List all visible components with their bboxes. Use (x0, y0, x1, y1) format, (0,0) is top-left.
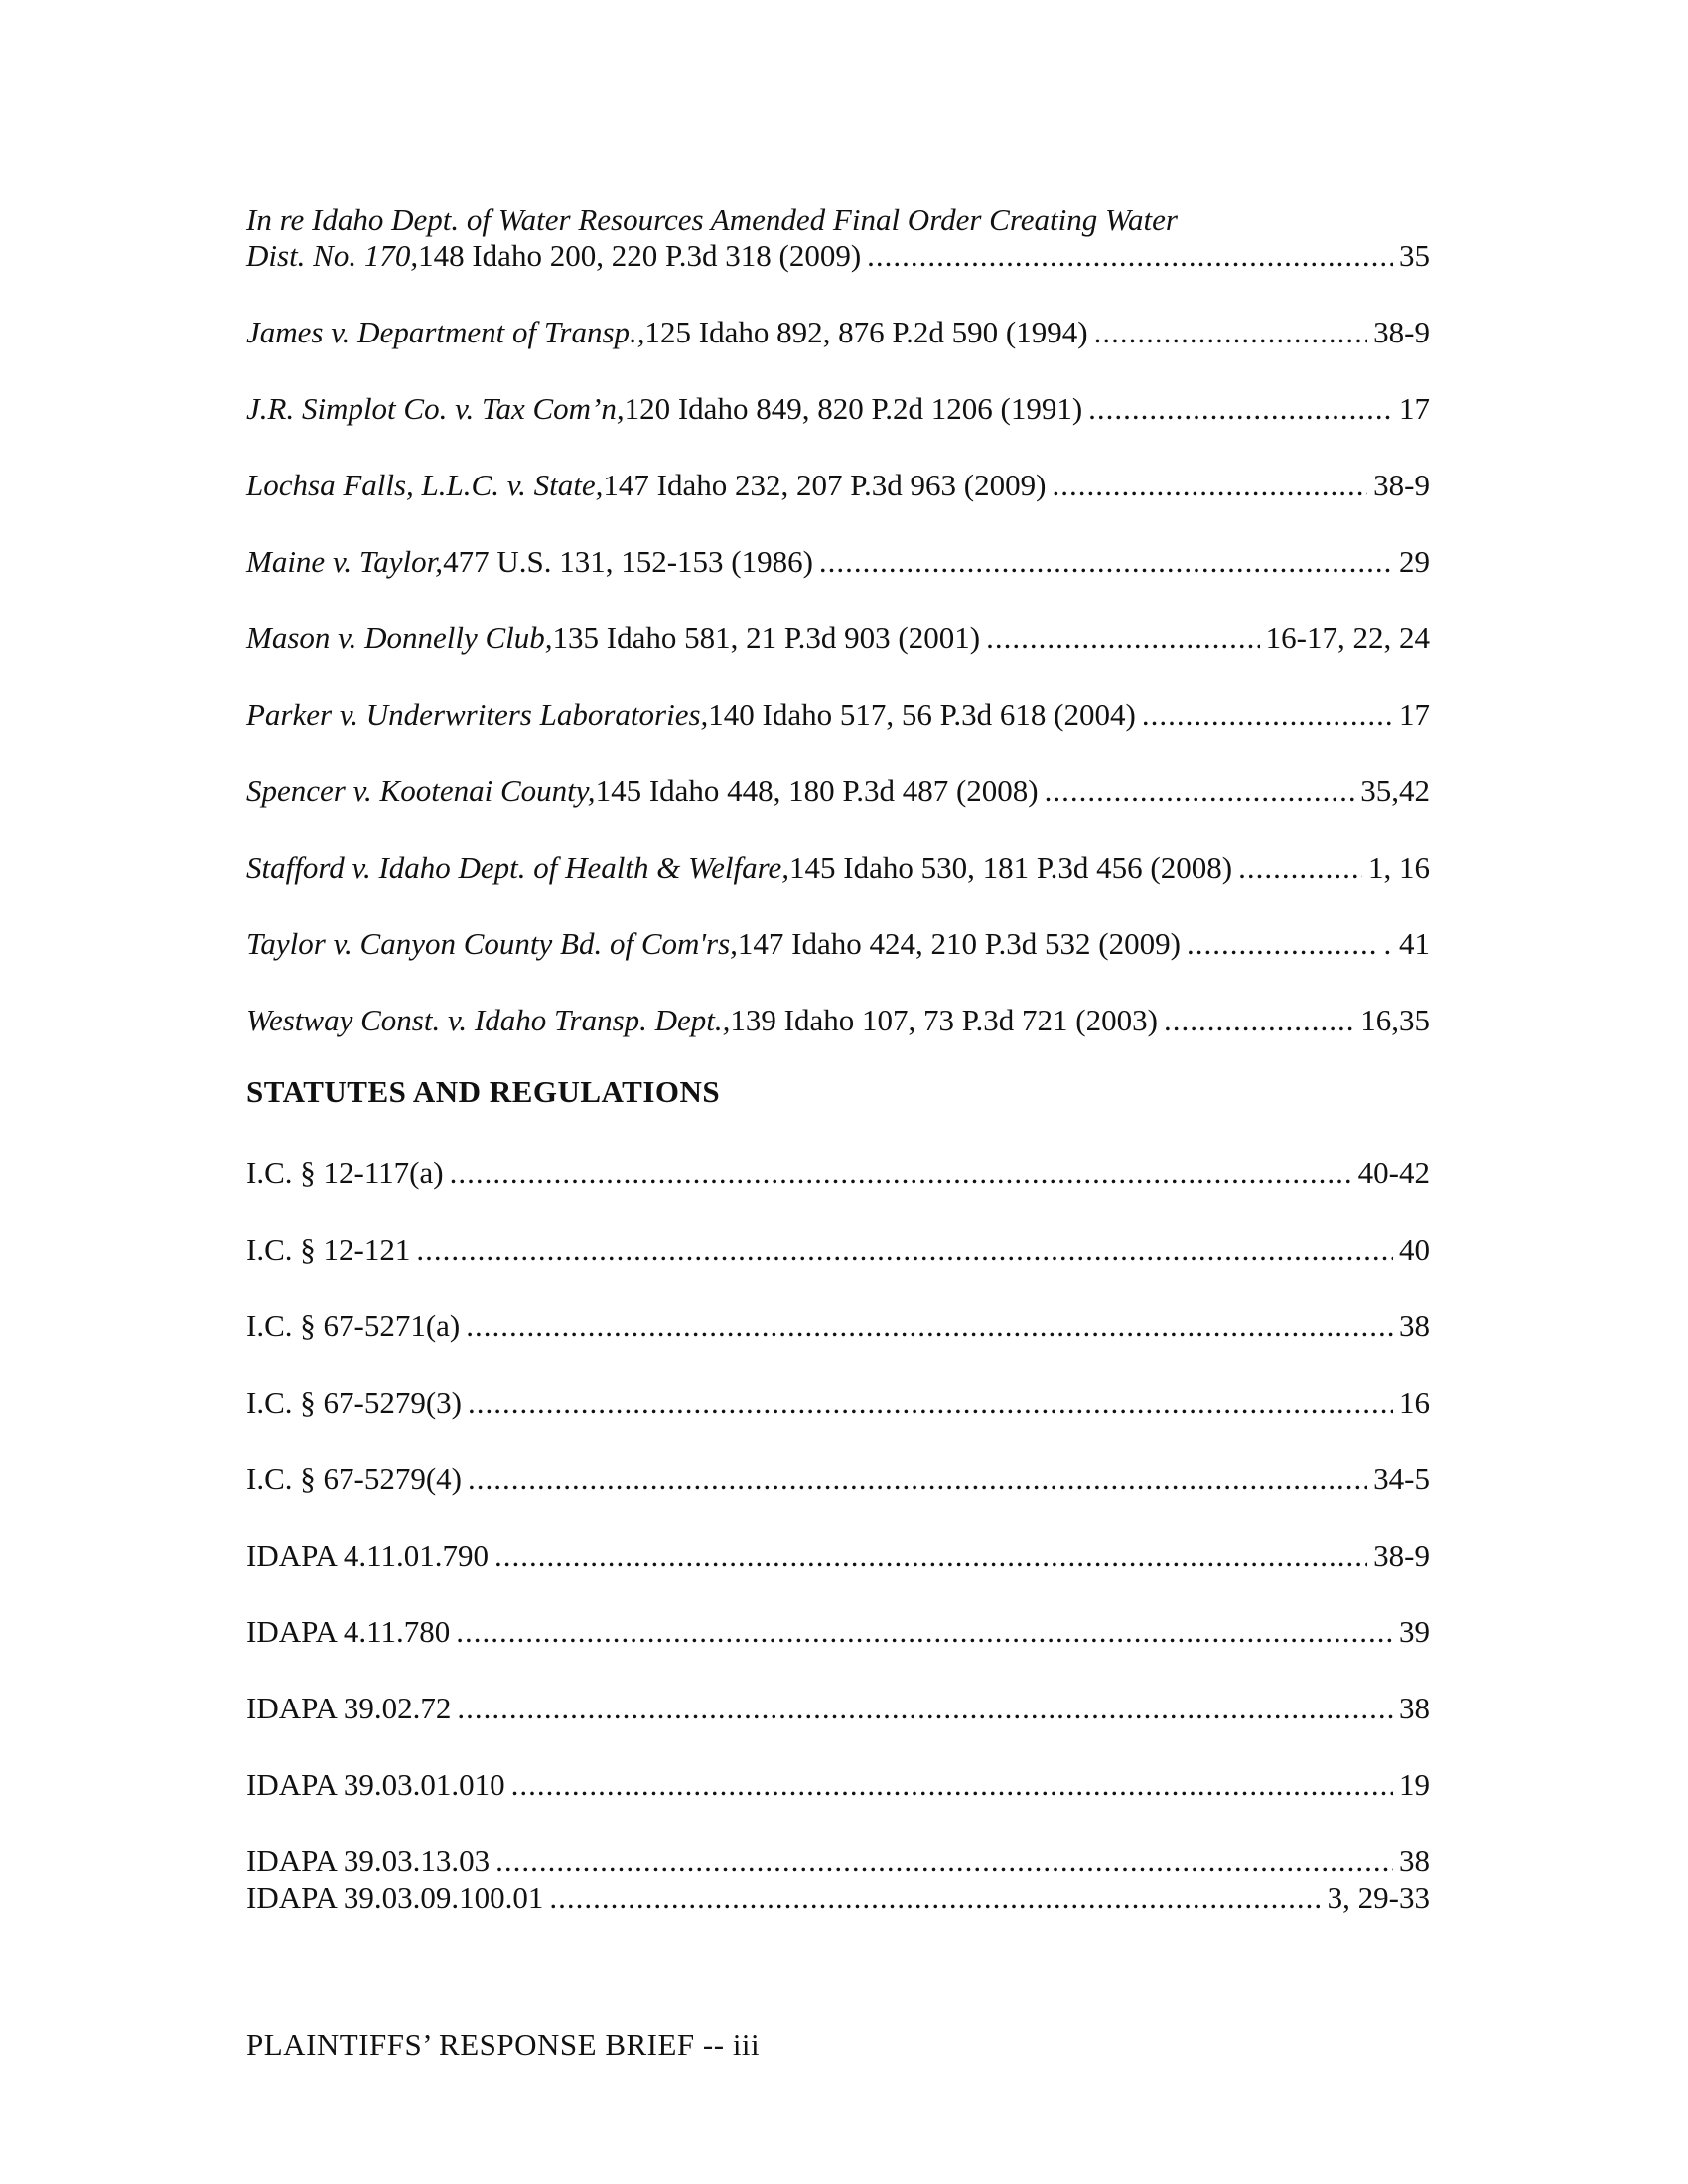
case-citation: 135 Idaho 581, 21 P.3d 903 (2001) (552, 620, 981, 655)
case-entry (246, 926, 1430, 962)
case-name-line1: In re Idaho Dept. of Water Resources Amended Final Order Creating Water (246, 203, 1178, 237)
dot-leader (1094, 315, 1368, 350)
dot-leader (867, 238, 1393, 274)
page-reference: 17 (1399, 697, 1430, 732)
case-name: Westway Const. v. Idaho Transp. Dept., (246, 1003, 731, 1037)
case-name: James v. Department of Transp., (246, 315, 645, 349)
page-reference: 38-9 (1373, 315, 1430, 349)
case-name: Stafford v. Idaho Dept. of Health & Welfare, (246, 850, 790, 885)
statute-entry (246, 1461, 1430, 1497)
dot-leader (1238, 850, 1362, 886)
page-reference: 16 (1399, 1385, 1430, 1420)
statute-citation: IDAPA 39.03.09.100.01 (246, 1880, 544, 1915)
case-entry (246, 203, 1430, 274)
statute-citation: I.C. § 12-121 (246, 1232, 411, 1267)
case-entry (246, 697, 1430, 733)
page-reference: 1, 16 (1368, 850, 1430, 885)
statute-entry (246, 1843, 1430, 1879)
dot-leader (1045, 773, 1355, 809)
statute-entry (246, 1767, 1430, 1803)
statute-citation: I.C. § 12-117(a) (246, 1156, 444, 1190)
dot-leader (456, 1614, 1393, 1650)
statute-entry (246, 1156, 1430, 1191)
case-name: Dist. No. 170, (246, 238, 419, 273)
dot-leader (1088, 391, 1393, 427)
statute-entry (246, 1385, 1430, 1421)
page-reference: 16,35 (1360, 1003, 1430, 1037)
page-reference: 34-5 (1373, 1461, 1430, 1496)
page-reference: 39 (1399, 1614, 1430, 1649)
dot-leader (457, 1691, 1393, 1726)
dot-leader (450, 1156, 1352, 1191)
case-citation: 140 Idaho 517, 56 P.3d 618 (2004) (708, 697, 1136, 732)
dot-leader (511, 1767, 1393, 1803)
page-reference: 38-9 (1373, 1538, 1430, 1572)
dot-leader (1142, 697, 1393, 733)
dot-leader (1164, 1003, 1354, 1038)
statute-citation: IDAPA 39.02.72 (246, 1691, 452, 1725)
statute-citation: IDAPA 4.11.780 (246, 1614, 451, 1649)
case-entry (246, 773, 1430, 809)
statute-entry (246, 1880, 1430, 1916)
case-entry (246, 391, 1430, 427)
dot-leader (416, 1232, 1393, 1268)
case-citation: 147 Idaho 232, 207 P.3d 963 (2009) (603, 468, 1047, 502)
case-citation: 125 Idaho 892, 876 P.2d 590 (1994) (644, 315, 1088, 349)
case-citation: 477 U.S. 131, 152-153 (1986) (443, 544, 813, 579)
case-name: Maine v. Taylor, (246, 544, 444, 579)
dot-leader (468, 1461, 1367, 1497)
dot-leader (1187, 926, 1378, 962)
case-citation: 139 Idaho 107, 73 P.3d 721 (2003) (730, 1003, 1158, 1037)
case-name: Spencer v. Kootenai County, (246, 773, 596, 808)
case-citation: 120 Idaho 849, 820 P.2d 1206 (1991) (624, 391, 1083, 426)
dot-leader (1052, 468, 1367, 503)
dot-leader (549, 1880, 1321, 1916)
dot-leader (466, 1308, 1393, 1344)
case-name: Taylor v. Canyon County Bd. of Com'rs, (246, 926, 738, 961)
case-name: J.R. Simplot Co. v. Tax Com’n, (246, 391, 625, 426)
statute-citation: I.C. § 67-5279(3) (246, 1385, 462, 1420)
statute-entry (246, 1308, 1430, 1344)
page-reference: 38 (1399, 1308, 1430, 1343)
section-heading: STATUTES AND REGULATIONS (246, 1074, 721, 1109)
statute-citation: IDAPA 39.03.13.03 (246, 1843, 491, 1878)
page-reference: 17 (1399, 391, 1430, 426)
statute-citation: I.C. § 67-5271(a) (246, 1308, 461, 1343)
page-reference: . 41 (1383, 926, 1430, 961)
case-citation: 145 Idaho 448, 180 P.3d 487 (2008) (595, 773, 1039, 808)
page-reference: 35,42 (1360, 773, 1430, 808)
statute-entry (246, 1232, 1430, 1268)
dot-leader (986, 620, 1260, 656)
statute-citation: I.C. § 67-5279(4) (246, 1461, 462, 1496)
page-reference: 40 (1399, 1232, 1430, 1267)
page-reference: 38-9 (1373, 468, 1430, 502)
page-reference: 38 (1399, 1691, 1430, 1725)
case-entry (246, 850, 1430, 886)
case-entry (246, 315, 1430, 350)
dot-leader (468, 1385, 1393, 1421)
case-entry (246, 1003, 1430, 1038)
case-citation: 145 Idaho 530, 181 P.3d 456 (2008) (789, 850, 1233, 885)
case-entry (246, 620, 1430, 656)
page-reference: 40-42 (1357, 1156, 1430, 1190)
page-reference: 38 (1399, 1843, 1430, 1878)
case-entry (246, 468, 1430, 503)
page-footer: PLAINTIFFS’ RESPONSE BRIEF -- iii (246, 2027, 761, 2062)
case-citation: 148 Idaho 200, 220 P.3d 318 (2009) (418, 238, 862, 273)
dot-leader (819, 544, 1393, 580)
statute-citation: IDAPA 4.11.01.790 (246, 1538, 490, 1572)
page-reference: 29 (1399, 544, 1430, 579)
page-reference: 16-17, 22, 24 (1265, 620, 1430, 655)
case-entry (246, 544, 1430, 580)
statute-entry (246, 1614, 1430, 1650)
statute-entry (246, 1538, 1430, 1573)
statute-citation: IDAPA 39.03.01.010 (246, 1767, 505, 1802)
page-reference: 35 (1399, 238, 1430, 273)
statute-entry (246, 1691, 1430, 1726)
page-reference: 3, 29-33 (1327, 1880, 1430, 1915)
dot-leader (495, 1843, 1393, 1879)
dot-leader (494, 1538, 1367, 1573)
case-name: Mason v. Donnelly Club, (246, 620, 553, 655)
case-name: Lochsa Falls, L.L.C. v. State, (246, 468, 604, 502)
case-name: Parker v. Underwriters Laboratories, (246, 697, 709, 732)
page-reference: 19 (1399, 1767, 1430, 1802)
case-citation: 147 Idaho 424, 210 P.3d 532 (2009) (737, 926, 1181, 961)
